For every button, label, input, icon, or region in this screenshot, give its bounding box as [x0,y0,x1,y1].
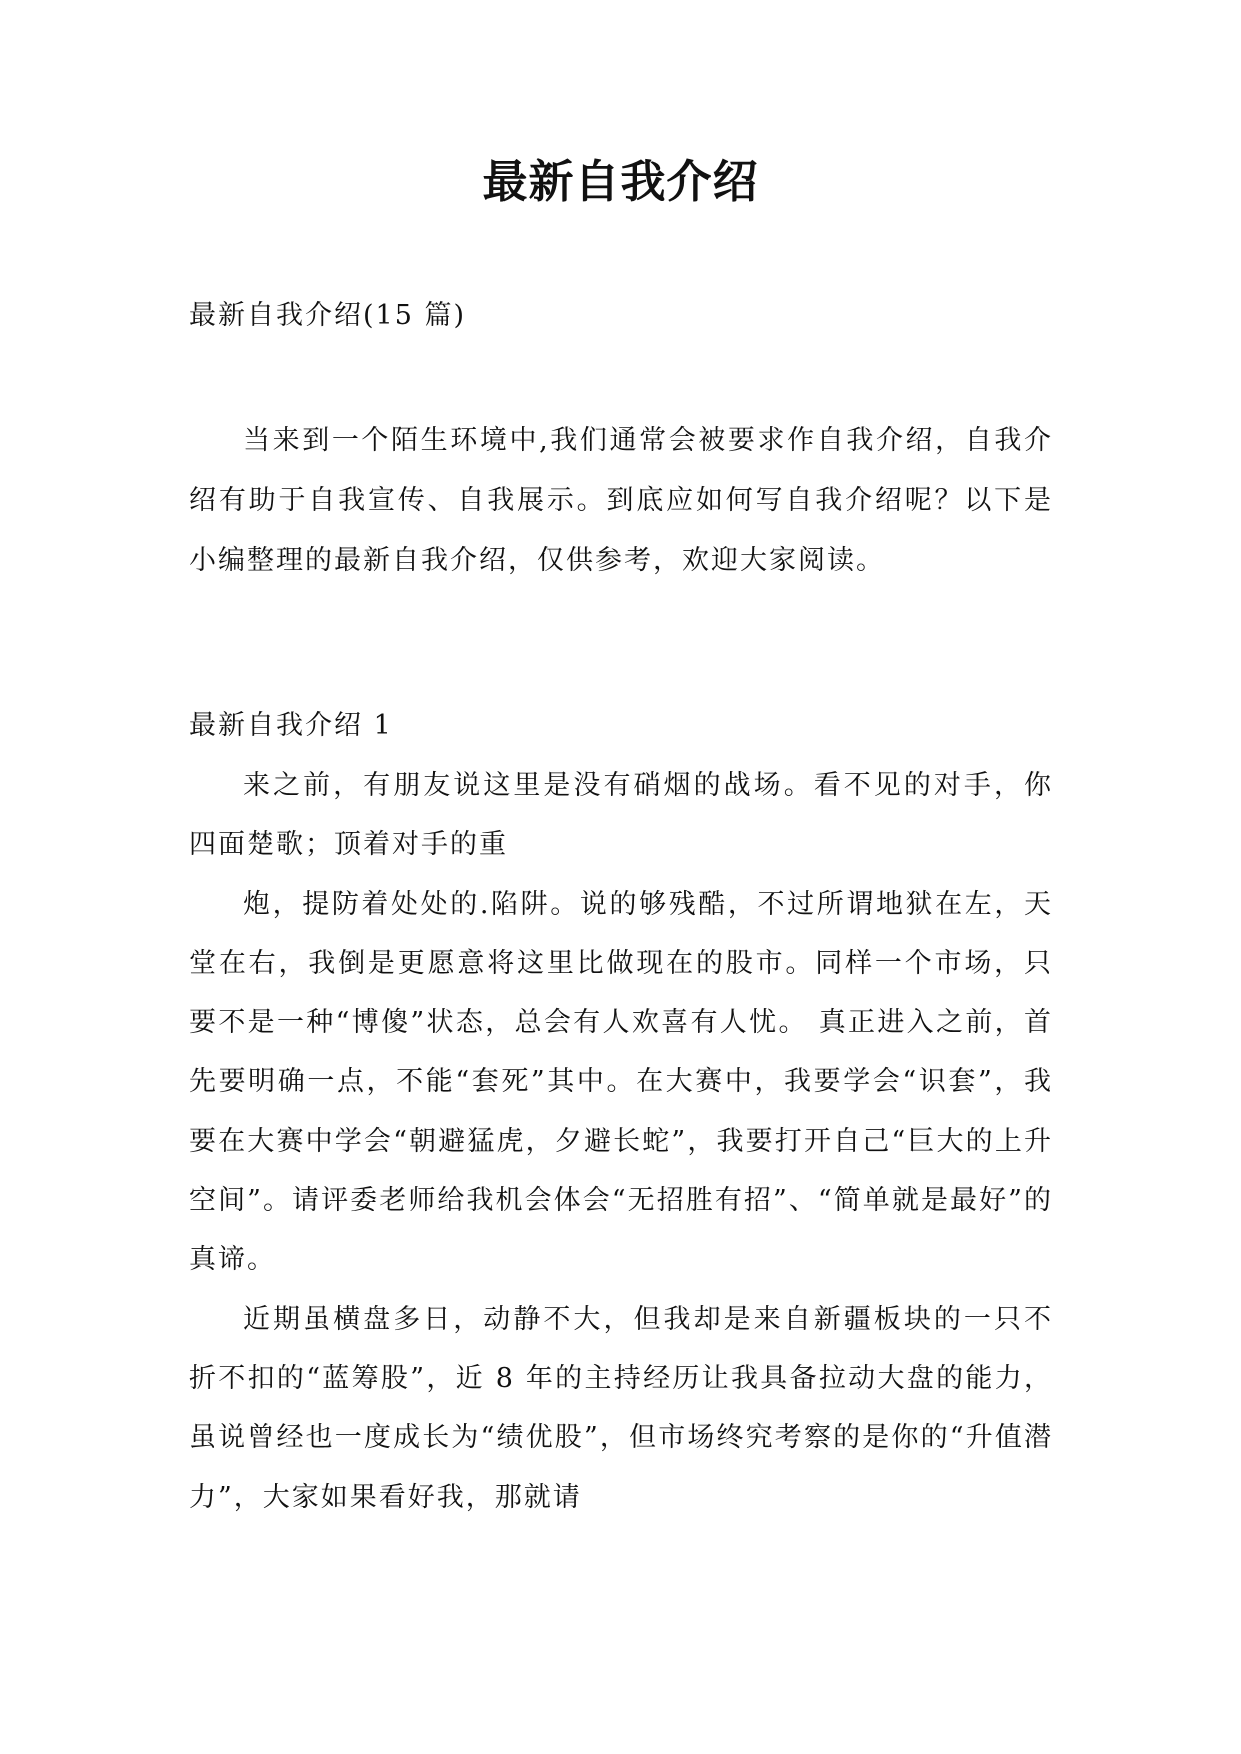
section-body [189,756,1053,1527]
body-paragraph: 炮，提防着处处的.陷阱。说的够残酷，不过所谓地狱在左，天堂在右，我倒是更愿意将这里比做现在的股市。同样一个市场，只要不是一种“博傻”状态，总会有人欢喜有人忧。 真正进入之前，首先要明确一点，不能“套死”其中。在大赛中，我要学会“识套”，我要在大赛中学会“朝避猛虎，夕避长蛇”，我要打开自己“巨大的上升空间”。请评委老师给我机会体会“无招胜有招”、“简单就是最好”的真谛。 [189,888,1053,1276]
page-title: 最新自我介绍 [482,155,759,208]
document-subtitle: 最新自我介绍(15 篇) [189,300,467,331]
intro-paragraph: 当来到一个陌生环境中,我们通常会被要求作自我介绍，自我介绍有助于自我宣传、自我展示。到底应如何写自我介绍呢？以下是小编整理的最新自我介绍，仅供参考，欢迎大家阅读。 [189,425,1053,576]
body-paragraph: 近期虽横盘多日，动静不大，但我却是来自新疆板块的一只不折不扣的“蓝筹股”，近 8 年的主持经历让我具备拉动大盘的能力，虽说曾经也一度成长为“绩优股”，但市场终究考察的是你的“升值潜力”，大家如果看好我，那就请 [189,1303,1053,1513]
section-heading: 最新自我介绍 1 [189,710,393,741]
intro-section [189,411,1053,591]
body-paragraph: 来之前，有朋友说这里是没有硝烟的战场。看不见的对手，你四面楚歌；顶着对手的重 [189,770,1053,861]
